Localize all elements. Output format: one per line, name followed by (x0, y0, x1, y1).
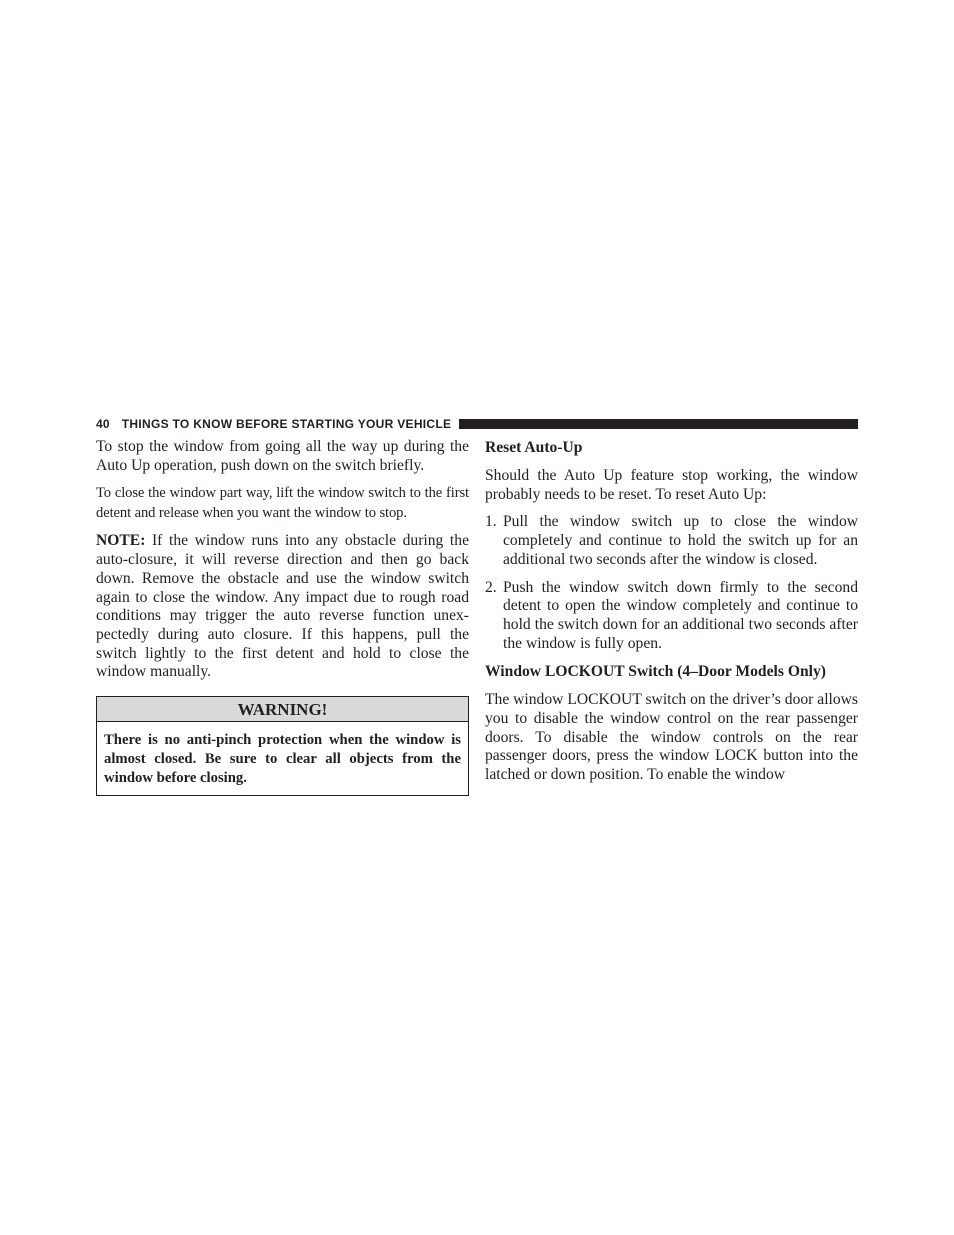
step-text: Push the window switch down firmly to the second detent to open the window completely and continue to hold the switch down for an additional two seconds after the window is fully open. (503, 578, 858, 652)
list-item (485, 513, 858, 569)
reset-auto-up-heading: Reset Auto-Up (485, 439, 583, 456)
section-title: THINGS TO KNOW BEFORE STARTING YOUR VEHICLE (121, 417, 452, 431)
list-item (485, 579, 858, 654)
left-column (96, 438, 469, 796)
warning-box (96, 696, 469, 796)
reset-steps-list (485, 513, 858, 653)
note-paragraph (96, 532, 469, 682)
page-number: 40 (96, 417, 110, 431)
note-label: NOTE: (96, 532, 146, 550)
auto-up-stop-paragraph: To stop the window from going all the way up during the Auto Up operation, push down on the switch briefly. (96, 438, 469, 474)
reset-intro-paragraph: Should the Auto Up feature stop working, the window probably needs to be reset. To reset Auto Up: (485, 467, 858, 503)
header-rule (459, 419, 858, 429)
part-way-paragraph: To close the window part way, lift the window switch to the first detent and release when you want the window to stop. (96, 485, 469, 521)
warning-title: WARNING! (97, 697, 468, 722)
page-header (96, 416, 858, 432)
step-number: 2. (485, 578, 497, 596)
step-number: 1. (485, 513, 497, 531)
lockout-paragraph: The window LOCKOUT switch on the driver’s door allows you to disable the window control on the rear passenger doors. To disable the window controls on the rear passenger doors, press the window LOCK button into the latched or down position. To enable the window (485, 691, 858, 784)
warning-text: There is no anti-pinch protection when the window is almost closed. Be sure to clear all objects from the window before closing. (104, 732, 461, 787)
note-text: If the window runs into any obstacle during the auto-closure, it will reverse direction and then go back down. Remove the obstacle and use the window switch again to close the window. Any impact due to rough road conditions may trigger the auto reverse function unex-pectedly during auto closure. If this happens, pull the switch lightly to the first detent and hold to close the window manually. (96, 532, 469, 681)
right-column (485, 438, 858, 794)
lockout-heading: Window LOCKOUT Switch (4–Door Models Only) (485, 663, 826, 681)
step-text: Pull the window switch up to close the window completely and continue to hold the switch up for an additional two seconds after the window is closed. (503, 513, 858, 568)
